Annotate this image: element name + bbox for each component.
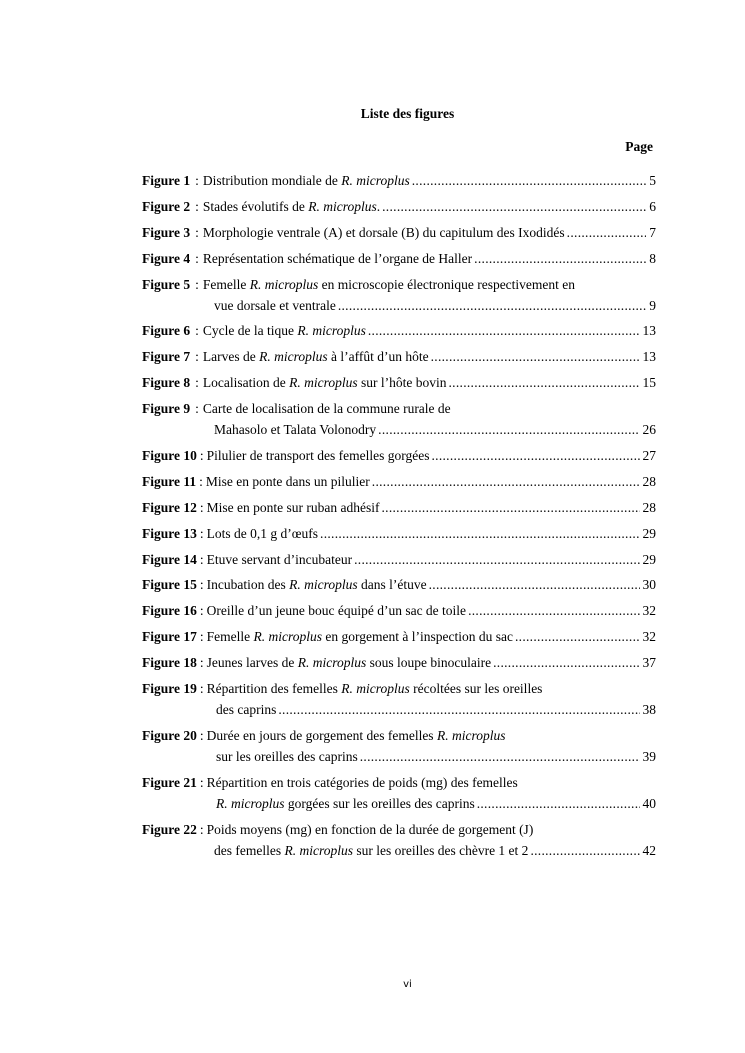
species-name: R. microplus: [289, 577, 358, 593]
label-separator: :: [199, 629, 204, 645]
figure-caption: [206, 471, 370, 492]
figure-caption: [207, 600, 466, 621]
figure-label: Figure 11: [142, 473, 197, 489]
page-number: 26: [642, 422, 656, 438]
figure-entry: [142, 222, 656, 243]
page-title: Liste des figures: [360, 106, 455, 121]
caption-text: sous loupe binoculaire: [366, 655, 492, 671]
caption-text: Carte de localisation de la commune rurale de: [202, 401, 451, 417]
caption-text: Mise en ponte sur ruban adhésif: [206, 499, 380, 515]
dot-leader: [278, 699, 639, 720]
page-number: 15: [642, 375, 656, 391]
dot-leader: [530, 840, 639, 861]
figure-entry-line: [142, 523, 656, 544]
label-separator: :: [199, 448, 204, 464]
figure-entry-line: [142, 320, 656, 341]
figure-label: Figure 3: [142, 224, 191, 240]
caption-text: à l’affût d’un hôte: [327, 349, 429, 365]
caption-text: Répartition des femelles: [206, 681, 342, 697]
figure-entry: [142, 170, 656, 191]
caption-text: Lots de 0,1 g d’œufs: [206, 525, 319, 541]
figure-caption: [207, 725, 506, 746]
label-separator: :: [195, 173, 199, 188]
figure-label: Figure 15: [142, 577, 197, 593]
figure-caption: [203, 398, 451, 419]
species-name: R. microplus: [308, 198, 377, 214]
figure-caption: [203, 372, 447, 393]
species-name: R. microplus: [253, 629, 323, 645]
figure-entry-line: [142, 170, 656, 191]
figure-entry-continuation: [142, 419, 656, 440]
caption-text: Répartition en trois catégories de poids (mg) des femelles: [206, 774, 518, 790]
label-separator: :: [195, 250, 199, 266]
figure-entry: [142, 398, 656, 440]
figure-entry: [142, 600, 656, 621]
label-separator: :: [199, 727, 204, 743]
label-separator: :: [199, 473, 203, 489]
caption-text: Représentation schématique de l’organe de Haller: [202, 250, 473, 266]
label-separator: :: [199, 681, 204, 697]
figure-caption: [214, 419, 376, 440]
figure-label: Figure 7: [142, 349, 191, 365]
figure-caption: [203, 248, 472, 269]
figure-caption: [203, 320, 366, 341]
figure-entry-line: [142, 398, 656, 419]
figure-entry: [142, 819, 656, 861]
page-number: 29: [642, 551, 656, 567]
figure-label: Figure 8: [142, 375, 191, 391]
figure-caption: [207, 523, 318, 544]
figure-entry-line: [142, 678, 656, 699]
figure-entry: [142, 549, 656, 570]
dot-leader: [429, 574, 640, 595]
figure-entry-continuation: [142, 699, 656, 720]
figure-label: Figure 10: [142, 448, 197, 464]
caption-text: gorgées sur les oreilles des caprins: [284, 795, 475, 811]
figure-entry-line: [142, 549, 656, 570]
species-name: R. microplus: [436, 727, 506, 743]
label-separator: :: [195, 375, 199, 391]
page-number: 37: [642, 655, 656, 671]
caption-text: Pilulier de transport des femelles gorgées: [206, 448, 430, 464]
dot-leader: [382, 196, 646, 217]
figure-label: Figure 9: [142, 401, 191, 417]
figure-entry-continuation: [142, 840, 656, 861]
figure-entry-line: [142, 626, 656, 647]
figure-caption: [216, 746, 358, 767]
figure-entry-line: [142, 725, 656, 746]
figure-entry: [142, 678, 656, 720]
dot-leader: [412, 170, 647, 191]
figure-caption: [203, 346, 429, 367]
figure-entry-line: [142, 248, 656, 269]
figure-entry-line: [142, 652, 656, 673]
label-separator: :: [199, 499, 204, 515]
figure-entry: [142, 497, 656, 518]
page-number: 42: [642, 842, 656, 858]
species-name: R. microplus: [216, 795, 285, 811]
species-name: R. microplus: [341, 173, 410, 188]
figure-label: Figure 4: [142, 250, 191, 266]
caption-text: sur les oreilles des caprins: [216, 748, 358, 764]
figure-label: Figure 21: [142, 774, 197, 790]
figure-entry: [142, 523, 656, 544]
species-name: R. microplus: [284, 842, 353, 858]
caption-text: en gorgement à l’inspection du sac: [322, 629, 513, 645]
dot-leader: [338, 295, 646, 316]
dot-leader: [474, 248, 646, 269]
figure-entry: [142, 725, 656, 767]
figure-entry: [142, 196, 656, 217]
figure-caption: [214, 295, 336, 316]
page-number-footer: vi: [403, 979, 412, 990]
figure-entry: [142, 652, 656, 673]
figure-entry: [142, 574, 656, 595]
caption-text: Femelle: [202, 276, 250, 292]
caption-text: Oreille d’un jeune bouc équipé d’un sac de toile: [206, 603, 467, 619]
dot-leader: [431, 346, 640, 367]
caption-text: des femelles: [214, 842, 285, 858]
label-separator: :: [195, 323, 199, 339]
dot-leader: [567, 222, 647, 243]
page-number: 28: [642, 473, 656, 489]
page-number: 30: [642, 577, 656, 593]
dot-leader: [493, 652, 639, 673]
figure-label: Figure 14: [142, 551, 197, 567]
caption-text: Durée en jours de gorgement des femelles: [206, 727, 437, 743]
caption-text: sur les oreilles des chèvre 1 et 2: [352, 842, 529, 858]
figure-label: Figure 13: [142, 525, 197, 541]
species-name: R. microplus: [341, 681, 410, 697]
caption-text: Femelle: [206, 629, 254, 645]
dot-leader: [477, 793, 640, 814]
dot-leader: [354, 549, 639, 570]
label-separator: :: [195, 198, 199, 214]
page-column-header: Page: [625, 139, 653, 154]
figure-entry-continuation: [142, 793, 656, 814]
caption-text: dans l’étuve: [357, 577, 427, 593]
figure-entry: [142, 320, 656, 341]
label-separator: :: [195, 276, 199, 292]
page-number: 28: [642, 499, 656, 515]
label-separator: :: [199, 774, 204, 790]
figure-label: Figure 6: [142, 323, 191, 339]
figure-entry-line: [142, 574, 656, 595]
figure-caption: [214, 840, 528, 861]
label-separator: :: [199, 551, 204, 567]
figure-label: Figure 12: [142, 499, 197, 515]
page-number: 40: [642, 795, 656, 811]
figure-label: Figure 20: [142, 727, 197, 743]
dot-leader: [431, 445, 639, 466]
caption-text: vue dorsale et ventrale: [214, 297, 336, 313]
caption-text: Distribution mondiale de: [202, 173, 342, 188]
figure-label: Figure 5: [142, 276, 191, 292]
dot-leader: [372, 471, 640, 492]
caption-text: Morphologie ventrale (A) et dorsale (B) du capitulum des Ixodidés: [202, 224, 565, 240]
figure-label: Figure 1: [142, 173, 191, 188]
dot-leader: [320, 523, 639, 544]
figure-caption: [207, 772, 518, 793]
species-name: R. microplus: [297, 323, 366, 339]
figure-entry: [142, 346, 656, 367]
label-separator: :: [199, 821, 204, 837]
caption-text: .: [376, 198, 381, 214]
page-number: 32: [642, 603, 656, 619]
species-name: R. microplus: [259, 349, 328, 365]
figure-entry-line: [142, 772, 656, 793]
caption-text: Poids moyens (mg) en fonction de la durée de gorgement (J): [206, 821, 534, 837]
caption-text: Jeunes larves de: [206, 655, 298, 671]
caption-text: Etuve servant d’incubateur: [206, 551, 353, 567]
figure-label: Figure 2: [142, 198, 191, 214]
page-number: 7: [649, 224, 656, 240]
page-number: 38: [642, 702, 656, 718]
figure-caption: [207, 445, 430, 466]
page-number: 6: [649, 198, 656, 214]
caption-text: en microscopie électronique respectivement en: [318, 276, 576, 292]
figure-caption: [207, 678, 543, 699]
figure-entry: [142, 626, 656, 647]
dot-leader: [378, 419, 639, 440]
figure-label: Figure 22: [142, 821, 197, 837]
figure-caption: [207, 819, 534, 840]
page-number: 32: [642, 629, 656, 645]
figure-label: Figure 16: [142, 603, 197, 619]
caption-text: Larves de: [202, 349, 260, 365]
caption-text: Cycle de la tique: [202, 323, 298, 339]
caption-text: Mise en ponte dans un pilulier: [205, 473, 370, 489]
species-name: R. microplus: [297, 655, 367, 671]
figure-caption: [203, 196, 380, 217]
caption-text: Mahasolo et Talata Volonodry: [214, 422, 377, 438]
figure-caption: [216, 793, 475, 814]
page-number: 9: [649, 297, 656, 313]
figure-entry-line: [142, 196, 656, 217]
figure-entry-line: [142, 445, 656, 466]
species-name: R. microplus: [249, 276, 319, 292]
page-number: 13: [642, 349, 656, 365]
figure-entry-line: [142, 819, 656, 840]
dot-leader: [368, 320, 640, 341]
dot-leader: [360, 746, 640, 767]
figure-caption: [203, 222, 565, 243]
figure-entry-line: [142, 372, 656, 393]
page-number: 39: [642, 748, 656, 764]
figure-caption: [207, 626, 513, 647]
figure-entry: [142, 248, 656, 269]
page-number: 8: [649, 250, 656, 266]
dot-leader: [515, 626, 640, 647]
figure-caption: [207, 574, 427, 595]
figure-caption: [203, 170, 410, 191]
label-separator: :: [199, 655, 204, 671]
figure-label: Figure 18: [142, 655, 197, 671]
figure-caption: [207, 549, 352, 570]
label-separator: :: [199, 603, 204, 619]
figure-entry-continuation: [142, 295, 656, 316]
label-separator: :: [199, 577, 204, 593]
figure-caption: [203, 274, 575, 295]
dot-leader: [449, 372, 640, 393]
figure-entry-continuation: [142, 746, 656, 767]
figure-caption: [216, 699, 276, 720]
figure-entry: [142, 445, 656, 466]
figure-entry: [142, 274, 656, 316]
figure-entry: [142, 372, 656, 393]
figure-entry-line: [142, 346, 656, 367]
figure-entry-line: [142, 274, 656, 295]
figure-label: Figure 19: [142, 681, 197, 697]
label-separator: :: [195, 401, 199, 417]
page-number: 13: [642, 323, 656, 339]
caption-text: Incubation des: [206, 577, 290, 593]
figure-entry-line: [142, 600, 656, 621]
figure-label: Figure 17: [142, 629, 197, 645]
figure-entry-line: [142, 497, 656, 518]
page-number: 29: [642, 525, 656, 541]
caption-text: des caprins: [216, 702, 277, 718]
figure-caption: [207, 652, 491, 673]
species-name: R. microplus: [289, 375, 358, 391]
caption-text: Localisation de: [202, 375, 290, 391]
figure-entry: [142, 471, 656, 492]
page-number: 5: [649, 173, 656, 188]
figure-entry: [142, 772, 656, 814]
label-separator: :: [199, 525, 204, 541]
caption-text: récoltées sur les oreilles: [409, 681, 543, 697]
figure-entry-line: [142, 471, 656, 492]
page-number: 27: [642, 448, 656, 464]
label-separator: :: [195, 349, 199, 365]
figure-caption: [207, 497, 380, 518]
caption-text: Stades évolutifs de: [202, 198, 309, 214]
figure-list: [142, 170, 656, 866]
figure-entry-line: [142, 222, 656, 243]
dot-leader: [381, 497, 639, 518]
dot-leader: [468, 600, 639, 621]
caption-text: sur l’hôte bovin: [357, 375, 447, 391]
label-separator: :: [195, 224, 199, 240]
